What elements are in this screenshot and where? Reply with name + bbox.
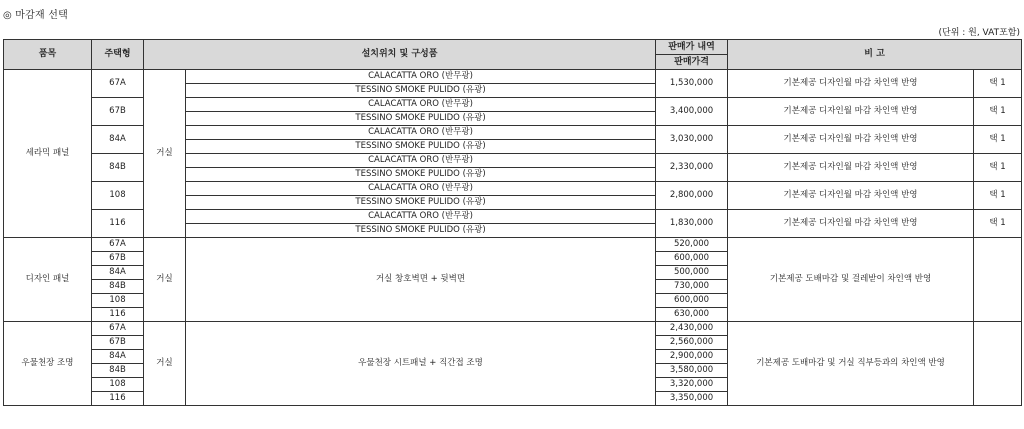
house-type: 67A: [92, 70, 144, 98]
component: TESSINO SMOKE PULIDO (유광): [186, 224, 656, 238]
house-type: 84B: [92, 364, 144, 378]
pick-option: 택 1: [974, 210, 1022, 238]
pick-option-empty: [974, 322, 1022, 406]
house-type: 116: [92, 210, 144, 238]
price: 2,430,000: [656, 322, 728, 336]
remark: 기본제공 도배마감 및 거실 직부등과의 차인액 반영: [728, 322, 974, 406]
install-location: 거실: [144, 322, 186, 406]
header-sales: 판매가 내역: [656, 40, 728, 55]
item-name: 디자인 패널: [4, 238, 92, 322]
price: 3,400,000: [656, 98, 728, 126]
pick-option: 택 1: [974, 98, 1022, 126]
house-type: 84B: [92, 280, 144, 294]
item-name: 우물천장 조명: [4, 322, 92, 406]
house-type: 67B: [92, 252, 144, 266]
price: 3,030,000: [656, 126, 728, 154]
header-location: 설치위치 및 구성품: [144, 40, 656, 70]
unit-note: (단위 : 원, VAT포함): [938, 28, 1020, 38]
component: TESSINO SMOKE PULIDO (유광): [186, 84, 656, 98]
remark: 기본제공 디자인월 마감 차인액 반영: [728, 210, 974, 238]
house-type: 108: [92, 378, 144, 392]
section-heading: ◎ 마감재 선택: [3, 10, 68, 21]
remark: 기본제공 디자인월 마감 차인액 반영: [728, 154, 974, 182]
remark: 기본제공 도배마감 및 걸레받이 차인액 반영: [728, 238, 974, 322]
price: 500,000: [656, 266, 728, 280]
price: 2,560,000: [656, 336, 728, 350]
price: 600,000: [656, 294, 728, 308]
house-type: 67B: [92, 336, 144, 350]
component: 우물천장 시트패널 + 직간접 조명: [186, 322, 656, 406]
price: 600,000: [656, 252, 728, 266]
house-type: 67B: [92, 98, 144, 126]
component: CALACATTA ORO (반무광): [186, 182, 656, 196]
finish-price-table: [3, 39, 1022, 406]
table-row: [4, 238, 1022, 252]
house-type: 116: [92, 392, 144, 406]
house-type: 108: [92, 182, 144, 210]
house-type: 84A: [92, 350, 144, 364]
header-item: 품목: [4, 40, 92, 70]
house-type: 84B: [92, 154, 144, 182]
component: 거실 창호벽면 + 뒷벽면: [186, 238, 656, 322]
house-type: 67A: [92, 238, 144, 252]
remark: 기본제공 디자인월 마감 차인액 반영: [728, 182, 974, 210]
component: CALACATTA ORO (반무광): [186, 70, 656, 84]
price: 2,800,000: [656, 182, 728, 210]
price: 730,000: [656, 280, 728, 294]
component: CALACATTA ORO (반무광): [186, 154, 656, 168]
header-type: 주택형: [92, 40, 144, 70]
pick-option: 택 1: [974, 70, 1022, 98]
price: 3,320,000: [656, 378, 728, 392]
header-remarks: 비 고: [728, 40, 1022, 70]
remark: 기본제공 디자인월 마감 차인액 반영: [728, 126, 974, 154]
component: TESSINO SMOKE PULIDO (유광): [186, 112, 656, 126]
pick-option: 택 1: [974, 182, 1022, 210]
house-type: 84A: [92, 266, 144, 280]
component: CALACATTA ORO (반무광): [186, 98, 656, 112]
house-type: 116: [92, 308, 144, 322]
component: TESSINO SMOKE PULIDO (유광): [186, 196, 656, 210]
pick-option-empty: [974, 238, 1022, 322]
item-name: 세라믹 패널: [4, 70, 92, 238]
price: 2,900,000: [656, 350, 728, 364]
price: 630,000: [656, 308, 728, 322]
install-location: 거실: [144, 238, 186, 322]
remark: 기본제공 디자인월 마감 차인액 반영: [728, 70, 974, 98]
price: 1,830,000: [656, 210, 728, 238]
price: 2,330,000: [656, 154, 728, 182]
house-type: 84A: [92, 126, 144, 154]
table-row: [4, 322, 1022, 336]
pick-option: 택 1: [974, 154, 1022, 182]
component: CALACATTA ORO (반무광): [186, 210, 656, 224]
price: 3,580,000: [656, 364, 728, 378]
table-row: [4, 70, 1022, 84]
pick-option: 택 1: [974, 126, 1022, 154]
component: TESSINO SMOKE PULIDO (유광): [186, 168, 656, 182]
price: 520,000: [656, 238, 728, 252]
house-type: 67A: [92, 322, 144, 336]
component: TESSINO SMOKE PULIDO (유광): [186, 140, 656, 154]
price: 3,350,000: [656, 392, 728, 406]
install-location: 거실: [144, 70, 186, 238]
component: CALACATTA ORO (반무광): [186, 126, 656, 140]
header-price: 판매가격: [656, 55, 728, 70]
house-type: 108: [92, 294, 144, 308]
price: 1,530,000: [656, 70, 728, 98]
remark: 기본제공 디자인월 마감 차인액 반영: [728, 98, 974, 126]
